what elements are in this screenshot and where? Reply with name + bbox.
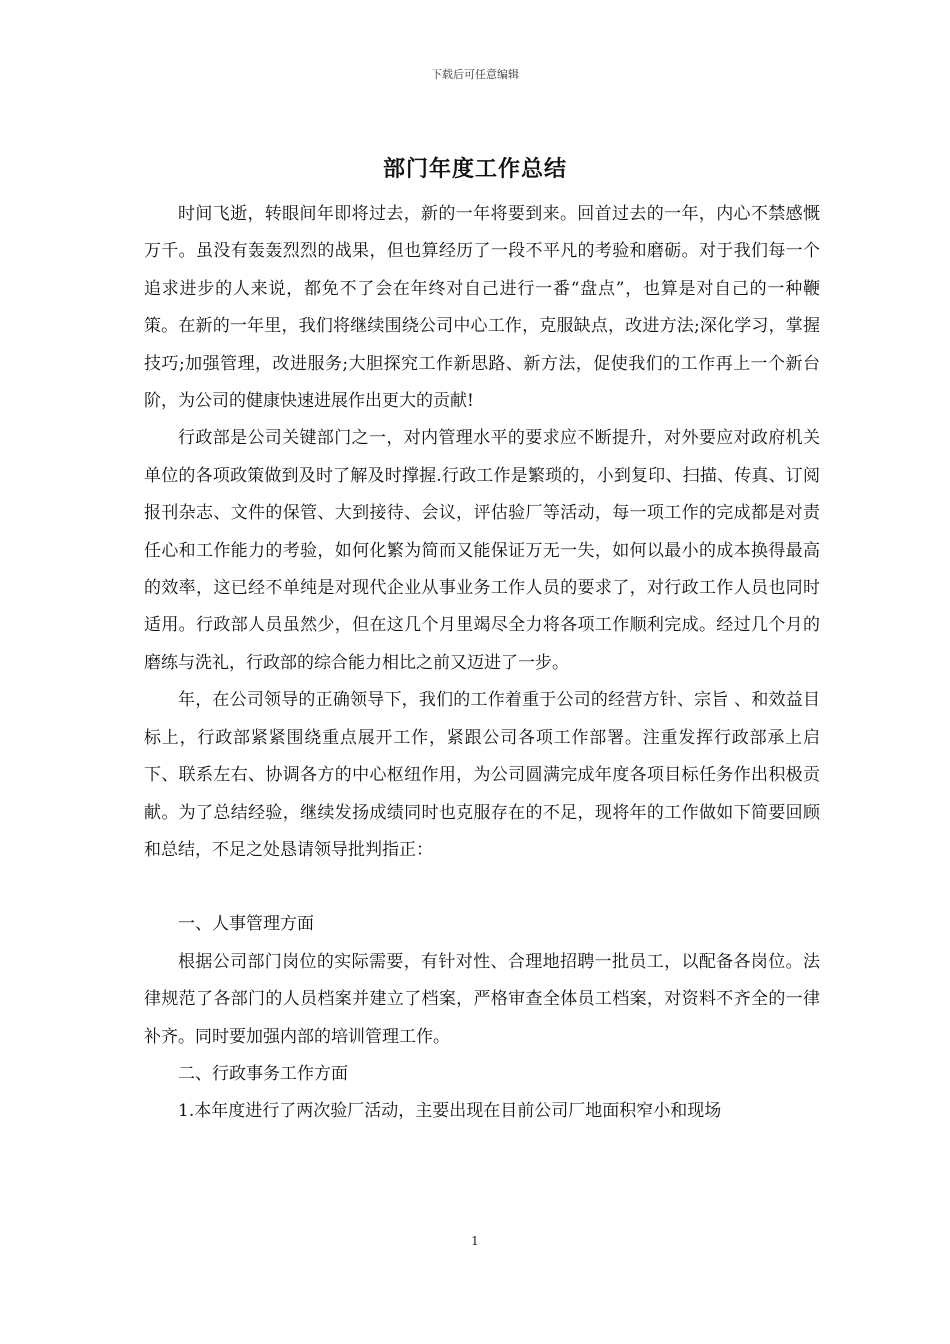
page-number: 1 (471, 1234, 479, 1248)
admin-dept-paragraph: 行政部是公司关键部门之一，对内管理水平的要求应不断提升，对外要应对政府机关单位的各项政策做到及时了解及时撑握.行政工作是繁琐的，小到复印、扫描、传真、订阅报刊杂志、文件的保管、大到接待、会议，评估验厂等活动，每一项工作的完成都是对责任心和工作能力的考验，如何化繁为简而又能保证万无一失，如何以最小的成本换得最高的效率，这已经不单纯是对现代企业从事业务工作人员的要求了，对行政工作人员也同时适用。行政部人员虽然少，但在这几个月里竭尽全力将各项工作顺利完成。经过几个月的磨练与洗礼，行政部的综合能力相比之前又迈进了一步。 (144, 428, 820, 673)
document-title: 部门年度工作总结 (382, 156, 567, 182)
intro-paragraph: 时间飞逝，转眼间年即将过去，新的一年将要到来。回首过去的一年，内心不禁感慨万千。虽没有轰轰烈烈的战果，但也算经历了一段不平凡的考验和磨砺。对于我们每一个追求进步的人来说，都免不了会在年终对自己进行一番“盘点”，也算是对自己的一种鞭策。在新的一年里，我们将继续围绕公司中心工作，克服缺点，改进方法;深化学习，掌握技巧;加强管理，改进服务;大胆探究工作新思路、新方法，促使我们的工作再上一个新台阶，为公司的健康快速进展作出更大的贡献! (144, 204, 820, 412)
section-1-heading: 一、人事管理方面 (178, 914, 314, 935)
section-1-body: 根据公司部门岗位的实际需要，有针对性、合理地招聘一批员工，以配备各岗位。法律规范了各部门的人员档案并建立了档案，严格审查全体员工档案，对资料不齐全的一律补齐。同时要加强内部的培训管理工作。 (144, 951, 820, 1047)
year-review-paragraph: 年，在公司领导的正确领导下，我们的工作着重于公司的经营方针、宗旨 、和效益目标上，行政部紧紧围绕重点展开工作，紧跟公司各项工作部署。注重发挥行政部承上启下、联系左右、协调各方的中心枢纽作用，为公司圆满完成年度各项目标任务作出积极贡献。为了总结经验，继续发扬成绩同时也克服存在的不足，现将年的工作做如下简要回顾和总结，不足之处恳请领导批判指正： (144, 690, 820, 860)
section-2-heading: 二、行政事务工作方面 (178, 1063, 348, 1084)
document-body (144, 196, 820, 1131)
section-2-item-1: 1.本年度进行了两次验厂活动，主要出现在目前公司厂地面积窄小和现场 (178, 1101, 722, 1122)
header-note: 下载后可任意编辑 (431, 68, 519, 81)
blank-line (144, 869, 820, 906)
